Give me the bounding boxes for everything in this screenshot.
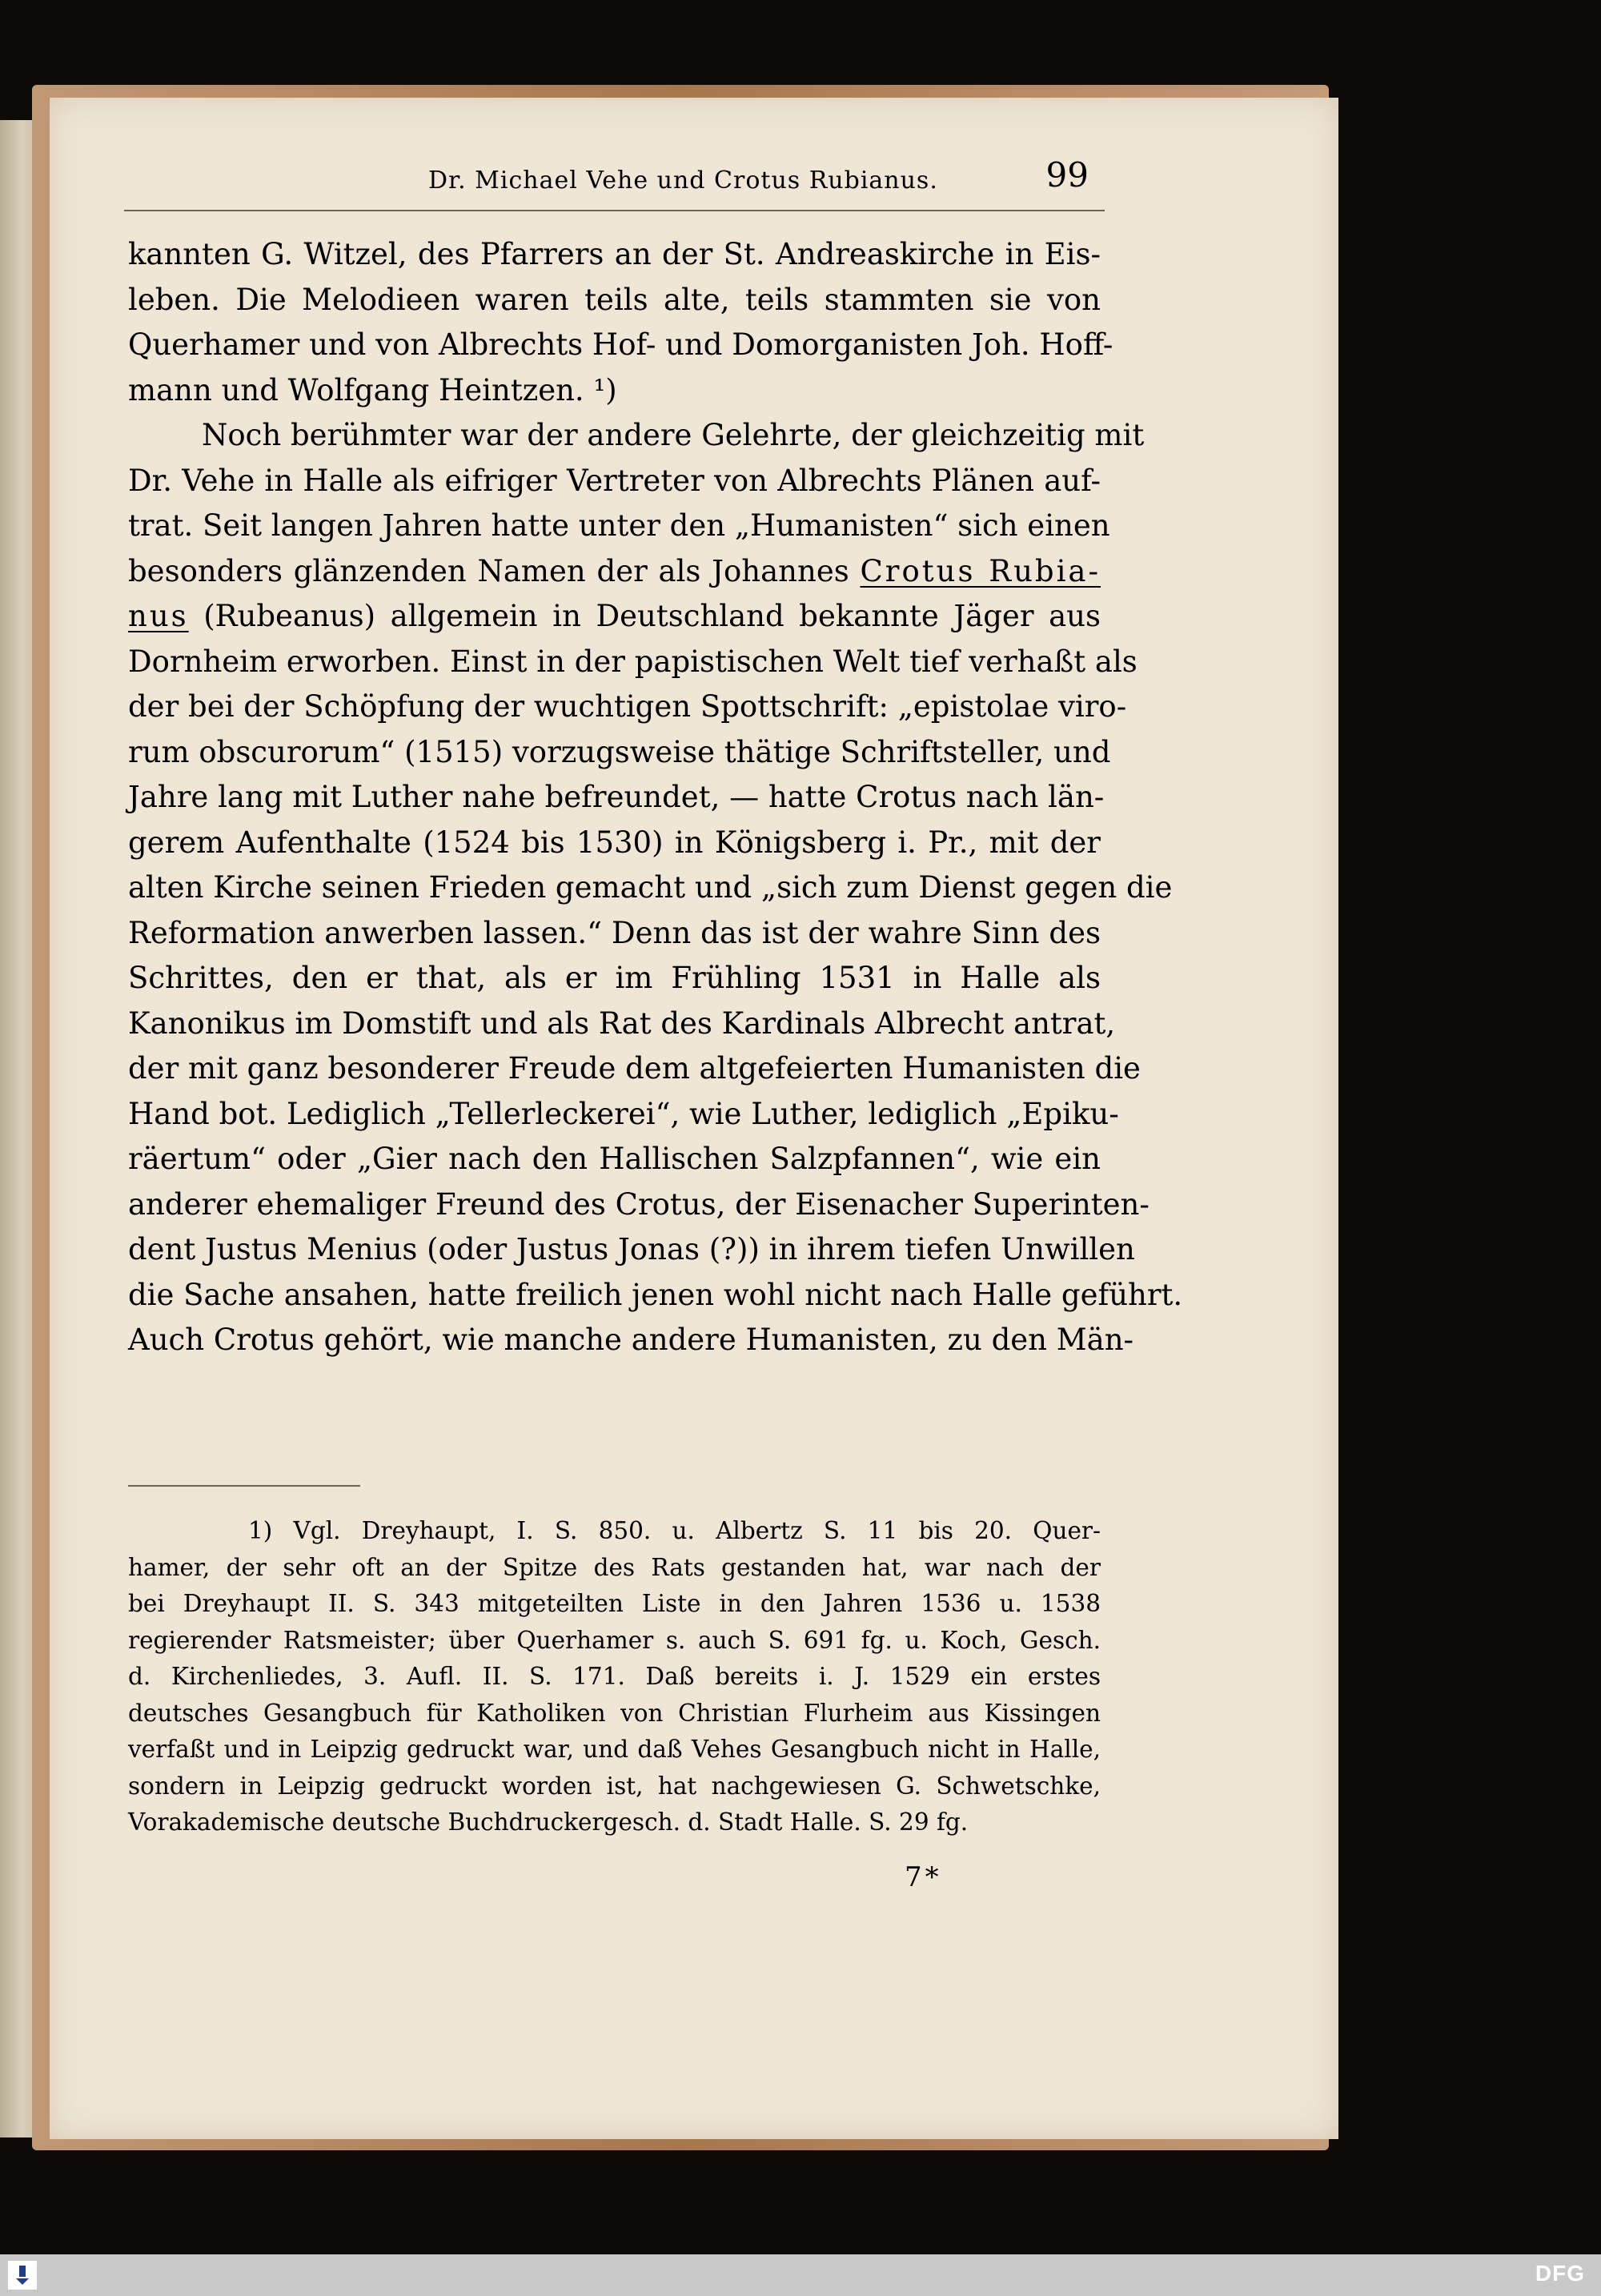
body-line: gerem Aufenthalte (1524 bis 1530) in Königsberg i. Pr., mit der [128,825,1101,860]
body-line-text: besonders glänzenden Namen der als Johannes [128,553,849,588]
page-number: 99 [1045,155,1089,195]
body-line: trat. Seit langen Jahren hatte unter den „Humanisten“ sich einen [128,508,1110,543]
footnotes [128,1513,1101,1841]
body-line: Kanonikus im Domstift und als Rat des Kardinals Albrecht antrat, [128,1006,1116,1041]
body-line: Dornheim erworben. Einst in der papistischen Welt tief verhaßt als [128,644,1138,679]
body-line [128,594,1101,640]
running-head [124,154,1105,211]
footnote-line: d. Kirchenliedes, 3. Aufl. II. S. 171. Daß bereits i. J. 1529 ein erstes [128,1663,1101,1690]
body-line: räertum“ oder „Gier nach den Hallischen Salzpfannen“, wie ein [128,1142,1101,1176]
printer-signature: 7* [905,1861,942,1893]
body-line [128,549,1101,595]
footnote-line: verfaßt und in Leipzig gedruckt war, und daß Vehes Gesangbuch nicht in Halle, [128,1736,1101,1763]
footnote-rule [128,1485,360,1487]
body-line: mann und Wolfgang Heintzen. ¹) [128,372,617,407]
body-line: Querhamer und von Albrechts Hof- und Domorganisten Joh. Hoff- [128,327,1113,362]
body-line: der bei der Schöpfung der wuchtigen Spottschrift: „epistolae viro- [128,689,1127,724]
footnote-line: bei Dreyhaupt II. S. 343 mitgeteilten Liste in den Jahren 1536 u. 1538 [128,1590,1101,1617]
running-title: Dr. Michael Vehe und Crotus Rubianus. [428,167,938,195]
body-line: die Sache ansahen, hatte freilich jenen wohl nicht nach Halle geführt. [128,1277,1183,1312]
body-line: Noch berühmter war der andere Gelehrte, der gleichzeitig mit [202,418,1145,452]
body-line: alten Kirche seinen Frieden gemacht und „sich zum Dienst gegen die [128,870,1173,905]
body-line: leben. Die Melodieen waren teils alte, teils stammten sie von [128,282,1101,317]
body-line: Jahre lang mit Luther nahe befreundet, — hatte Crotus nach län- [128,780,1105,814]
body-line: Hand bot. Lediglich „Tellerleckerei“, wie Luther, lediglich „Epiku- [128,1096,1119,1131]
name-crotus-rubianus: Crotus Rubia- [860,553,1101,588]
viewer-footer-bar [0,2254,1601,2296]
body-line: Auch Crotus gehört, wie manche andere Humanisten, zu den Män- [128,1323,1134,1357]
body-line: Schrittes, den er that, als er im Frühling 1531 in Halle als [128,961,1101,995]
footnote-line: regierender Ratsmeister; über Querhamer s. auch S. 691 fg. u. Koch, Gesch. [128,1626,1101,1654]
footnote-line: Vorakademische deutsche Buchdruckergesch. d. Stadt Halle. S. 29 fg. [128,1808,969,1836]
footnote-line: deutsches Gesangbuch für Katholiken von Christian Flurheim aus Kissingen [128,1699,1101,1727]
body-text [128,232,1183,1363]
footnote-line: 1) Vgl. Dreyhaupt, I. S. 850. u. Albertz S. 11 bis 20. Quer- [248,1517,1101,1544]
library-logo-icon [8,2261,37,2290]
body-line: dent Justus Menius (oder Justus Jonas (?)) in ihrem tiefen Unwillen [128,1232,1135,1266]
body-line: der mit ganz besonderer Freude dem altgefeierten Humanisten die [128,1051,1141,1086]
footnote-line: sondern in Leipzig gedruckt worden ist, hat nachgewiesen G. Schwetschke, [128,1772,1101,1800]
body-line: rum obscurorum“ (1515) vorzugsweise thätige Schriftsteller, und [128,734,1111,769]
body-line: kannten G. Witzel, des Pfarrers an der St. Andreaskirche in Eis- [128,237,1101,271]
body-line: Reformation anwerben lassen.“ Denn das ist der wahre Sinn des [128,915,1101,950]
dfg-logo-text: DFG [1535,2261,1585,2286]
name-crotus-rubianus-cont: nus [128,599,189,633]
body-line: Dr. Vehe in Halle als eifriger Vertreter von Albrechts Plänen auf- [128,463,1101,498]
body-line-text: (Rubeanus) allgemein in Deutschland bekannte Jäger aus [203,599,1101,633]
footnote-line: hamer, der sehr oft an der Spitze des Rats gestanden hat, war nach der [128,1553,1101,1581]
body-line: anderer ehemaliger Freund des Crotus, der Eisenacher Superinten- [128,1186,1150,1222]
